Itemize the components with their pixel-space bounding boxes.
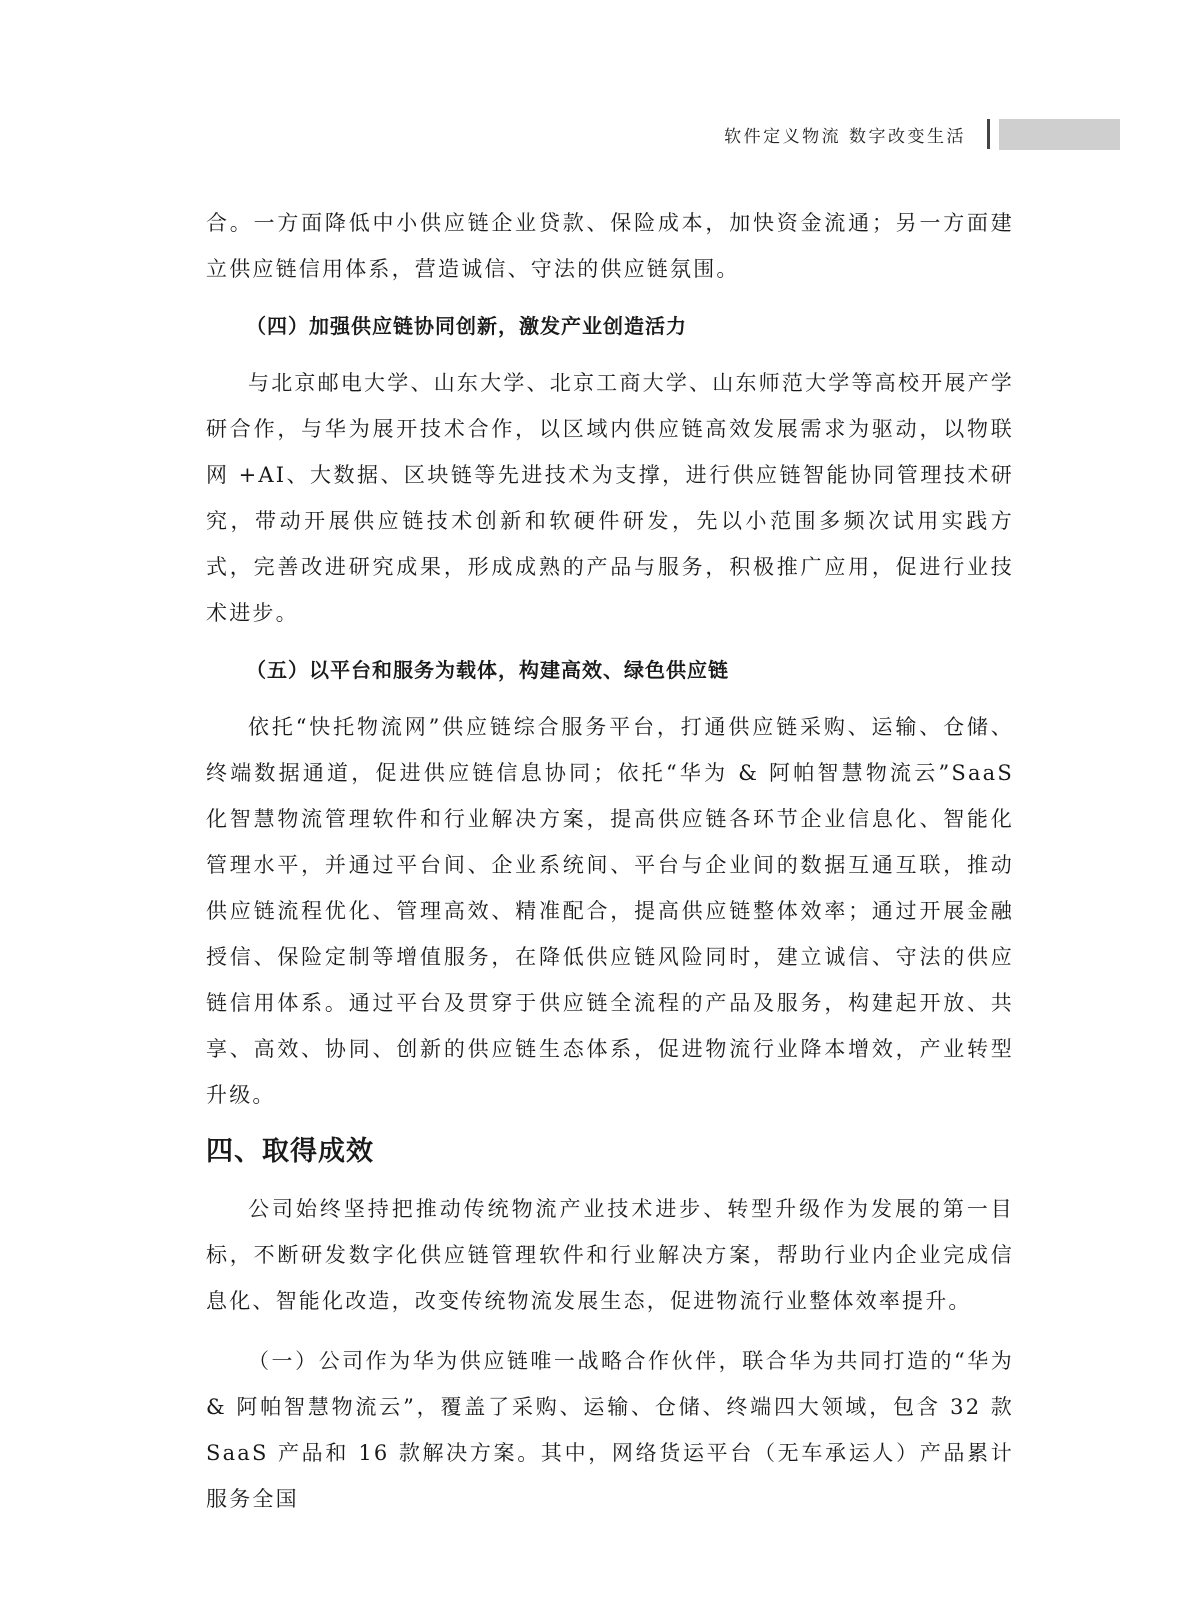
header-gray-block: [999, 119, 1120, 150]
running-header: [700, 119, 1120, 151]
section-heading-results: 四、取得成效: [206, 1136, 374, 1167]
paragraph-results-one: （一）公司作为华为供应链唯一战略合作伙伴，联合华为共同打造的“华为 & 阿帕智慧物流云”，覆盖了采购、运输、仓储、终端四大领域，包含 32 款 SaaS 产品和 16 款解决方案。其中，网络货运平台（无车承运人）产品累计服务全国: [206, 1349, 1014, 1511]
paragraph-collaboration: 与北京邮电大学、山东大学、北京工商大学、山东师范大学等高校开展产学研合作，与华为展开技术合作，以区域内供应链高效发展需求为驱动，以物联网 +AI、大数据、区块链等先进技术为支撑，进行供应链智能协同管理技术研究，带动开展供应链技术创新和软硬件研发，先以小范围多频次试用实践方式，完善改进研究成果，形成成熟的产品与服务，积极推广应用，促进行业技术进步。: [206, 371, 1014, 625]
header-divider: [987, 119, 990, 149]
subheading-five: （五）以平台和服务为载体，构建高效、绿色供应链: [246, 658, 729, 682]
paragraph-continued: 合。一方面降低中小供应链企业贷款、保险成本，加快资金流通；另一方面建立供应链信用体系，营造诚信、守法的供应链氛围。: [206, 211, 1014, 281]
header-title: 软件定义物流 数字改变生活: [724, 127, 966, 147]
paragraph-platform: 依托“快托物流网”供应链综合服务平台，打通供应链采购、运输、仓储、终端数据通道，促进供应链信息协同；依托“华为 & 阿帕智慧物流云”SaaS 化智慧物流管理软件和行业解决方案，提高供应链各环节企业信息化、智能化管理水平，并通过平台间、企业系统间、平台与企业间的数据互通互联，推动供应链流程优化、管理高效、精准配合，提高供应链整体效率；通过开展金融授信、保险定制等增值服务，在降低供应链风险同时，建立诚信、守法的供应链信用体系。通过平台及贯穿于供应链全流程的产品及服务，构建起开放、共享、高效、协同、创新的供应链生态体系，促进物流行业降本增效，产业转型升级。: [206, 715, 1014, 1107]
subheading-four: （四）加强供应链协同创新，激发产业创造活力: [246, 314, 687, 338]
page-body: [206, 200, 1014, 1522]
paragraph-results-intro: 公司始终坚持把推动传统物流产业技术进步、转型升级作为发展的第一目标，不断研发数字化供应链管理软件和行业解决方案，帮助行业内企业完成信息化、智能化改造，改变传统物流发展生态，促进物流行业整体效率提升。: [206, 1197, 1014, 1313]
